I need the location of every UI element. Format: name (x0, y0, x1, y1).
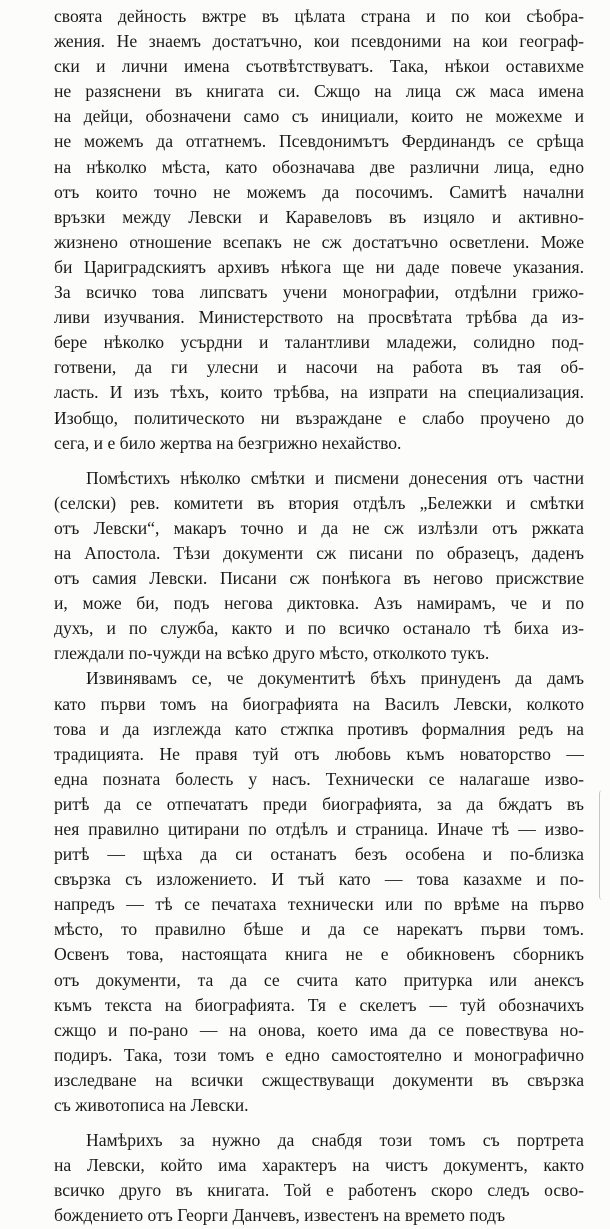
text-line: глеждали по-чужди на всѣко друго мѣсто, отколкото тукъ. (54, 643, 490, 664)
text-line: ски и лични имена съотвѣтствуватъ. Така, нѣкои оставихме (54, 56, 584, 77)
text-line: нея правилно цитирани по отдѣлъ и страница. Иначе тѣ — изво- (54, 819, 584, 839)
paragraph (54, 466, 584, 667)
text-line: на нѣколко мѣста, като обозначава две различни лица, едно (54, 156, 584, 177)
text-line: ласть. И изъ тѣхъ, които трѣбва, на изпрати на специализация. (54, 382, 584, 403)
text-line: изследване на всички сжществуващи документи въ свързка (54, 1069, 584, 1090)
paragraph-gap (54, 456, 584, 466)
text-line: ритѣ да се отпечататъ преди биографията, за да бждатъ въ (54, 793, 584, 814)
text-line: не можемъ да отгатнемъ. Псевдонимътъ Фердинандъ се срѣща (54, 131, 584, 152)
text-line: Освенъ това, настоящата книга не е обикновенъ сборникъ (54, 944, 584, 965)
text-line: отъ Левски“, макаръ точно и да не сж излѣзли отъ ржката (54, 517, 584, 538)
text-line: връзки между Левски и Каравеловъ въ изцяло и активно- (54, 206, 584, 227)
text-line: не разяснени въ книгата си. Сжщо на лица сж маса имена (54, 81, 584, 102)
text-line: съ животописа на Левски. (54, 1095, 249, 1116)
text-line: традицията. Не правя туй отъ любовь къмъ новаторство — (54, 743, 584, 764)
paragraph-gap (54, 1118, 584, 1128)
paragraph (54, 4, 584, 456)
text-line: бере нѣколко усърдни и талантливи младежи, солидно под- (54, 332, 584, 353)
text-line: отъ самия Левски. Писани сж понѣкога въ негово присжствие (54, 568, 584, 589)
text-line: на Левски, който има характеръ на чистъ документъ, както (54, 1155, 584, 1176)
text-line: духъ, и по служба, както и по всичко останало тѣ биха из- (54, 618, 584, 639)
paragraph (54, 1128, 584, 1228)
text-line: ритѣ — щѣха да си останатъ безъ особена и по-близка (54, 844, 584, 865)
text-line: Извинявамъ се, че документитѣ бѣхъ принуденъ да дамъ (86, 668, 584, 689)
text-line: всичко друго въ книгата. Той е работенъ скоро следъ осво- (54, 1180, 584, 1201)
text-line: това и да изглежда като стжпка противъ формалния редъ на (54, 718, 584, 739)
text-line: и, може би, подъ негова диктовка. Азъ намирамъ, че и по (54, 593, 584, 614)
text-line: сжщо и по-рано — на онова, което има да се повествува но- (54, 1019, 584, 1040)
document-page (54, 4, 584, 1229)
text-line: Изобщо, политическото ни възраждане е слабо проучено до (54, 407, 584, 428)
text-line: жизнено отношение всепакъ не сж достатъчно осветлени. Може (54, 231, 584, 252)
text-line: (селски) рев. комитети въ втория отдѣлъ „Бележки и смѣтки (54, 492, 584, 513)
text-line: на Апостола. Тѣзи документи сж писани по образецъ, даденъ (54, 542, 584, 563)
text-line: една позната болесть у насъ. Технически се налагаше изво- (54, 768, 584, 789)
text-line: своята дейность вжтре въ цѣлата страна и по кои сѣобра- (54, 6, 584, 26)
text-line: на дейци, обозначени само съ инициали, които не можехме и (54, 106, 584, 127)
paragraph (54, 666, 584, 1118)
text-line: би Цариградскиятъ архивъ нѣкога ще ни даде повече указания. (54, 256, 584, 277)
text-line: свързка съ изложението. И тъй като — това казахме и по- (54, 869, 584, 890)
text-line: ливи изучвания. Министерството на просвѣтата трѣбва да из- (54, 307, 584, 328)
text-line: Намѣрихъ за нужно да снабдя този томъ съ портрета (86, 1130, 584, 1151)
text-line: бождението отъ Георги Данчевъ, известенъ на времето подъ (54, 1205, 506, 1226)
text-line: като първи томъ на биографията на Василъ Левски, колкото (54, 693, 584, 714)
text-line: За всичко това липсватъ учени монографии, отдѣлни грижо- (54, 282, 584, 303)
text-line: мѣсто, то правилно бѣше и да се нарекатъ първи томъ. (54, 919, 584, 940)
margin-pencil-mark (599, 790, 606, 900)
text-line: отъ документи, та да се счита като притурка или анексъ (54, 969, 584, 990)
text-line: сега, и е било жертва на безгрижно нехайство. (54, 432, 402, 453)
text-line: жения. Не знаемъ достатъчно, кои псевдоними на кои географ- (54, 31, 584, 52)
text-line: подиръ. Така, този томъ е едно самостоятелно и монографично (54, 1044, 584, 1065)
text-line: отъ които точно не можемъ да посочимъ. Самитѣ начални (54, 181, 584, 202)
text-line: напредъ — тѣ се печатаха технически или по врѣме на първо (54, 894, 584, 915)
text-line: къмъ текста на биографията. Тя е скелетъ — туй обозначихъ (54, 994, 584, 1015)
text-line: готвени, да ги улесни и насочи на работа въ тая об- (54, 357, 584, 378)
text-line: Помѣстихъ нѣколко смѣтки и писмени донесения отъ частни (86, 467, 584, 488)
